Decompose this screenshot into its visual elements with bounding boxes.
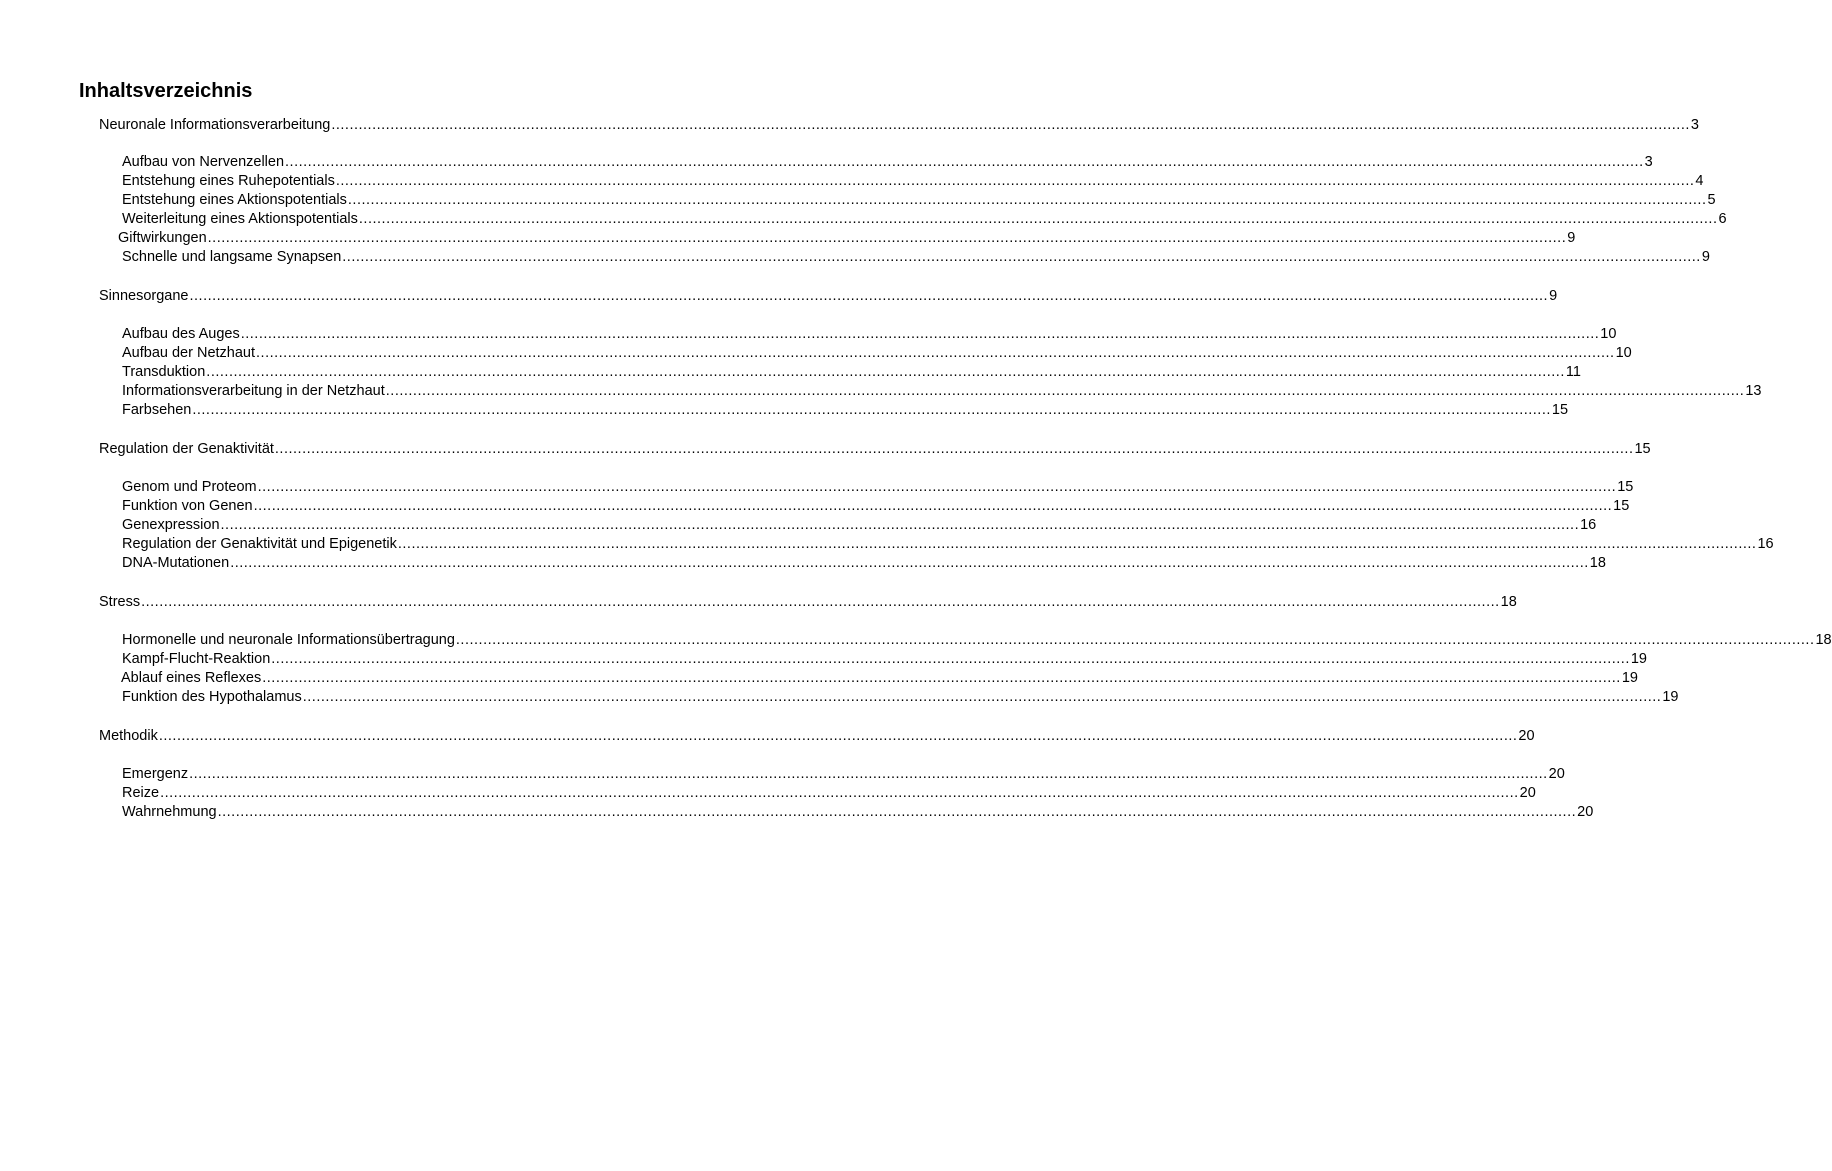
toc-leader: ............................................................................................................................................................................................................................................................................................................	[192, 402, 1551, 418]
toc-item-label: Reize	[122, 785, 160, 801]
toc-page-number: 18	[1815, 632, 1832, 648]
page-title: Inhaltsverzeichnis	[79, 80, 253, 102]
toc-leader: ............................................................................................................................................................................................................................................................................................................	[262, 670, 1621, 686]
toc-item-label: Aufbau des Auges	[122, 326, 240, 342]
toc-section[interactable]	[99, 727, 1535, 746]
toc-section-label: Sinnesorgane	[99, 288, 189, 304]
toc-leader: ............................................................................................................................................................................................................................................................................................................	[257, 479, 1617, 495]
toc-leader: ............................................................................................................................................................................................................................................................................................................	[385, 383, 1745, 399]
toc-page-number: 15	[1617, 479, 1634, 495]
toc-item-label: Giftwirkungen	[118, 230, 207, 246]
toc-leader: ............................................................................................................................................................................................................................................................................................................	[285, 154, 1644, 170]
toc-section[interactable]	[99, 440, 1651, 459]
toc-item-label: Funktion des Hypothalamus	[122, 689, 302, 705]
toc-page-number: 9	[1701, 249, 1710, 265]
toc-leader: ............................................................................................................................................................................................................................................................................................................	[271, 651, 1630, 667]
toc-item-label: Aufbau der Netzhaut	[122, 345, 256, 361]
toc-item-label: Genom und Proteom	[122, 479, 257, 495]
toc-leader: ............................................................................................................................................................................................................................................................................................................	[141, 594, 1500, 610]
toc-item[interactable]	[122, 344, 1632, 363]
toc-section[interactable]	[99, 116, 1699, 135]
toc-item-label: Funktion von Genen	[122, 498, 253, 514]
toc-page-number: 4	[1695, 173, 1704, 189]
toc-page-number: 9	[1567, 230, 1576, 246]
toc-page-number: 20	[1519, 785, 1536, 801]
toc-leader: ............................................................................................................................................................................................................................................................................................................	[189, 288, 1549, 304]
toc-item-label: Kampf-Flucht-Reaktion	[122, 651, 271, 667]
toc-leader: ............................................................................................................................................................................................................................................................................................................	[455, 632, 1815, 648]
toc-item[interactable]	[122, 497, 1630, 516]
toc-page-number: 16	[1757, 536, 1774, 552]
toc-item-label: Genexpression	[122, 517, 220, 533]
toc-section[interactable]	[99, 287, 1558, 306]
toc-item[interactable]	[122, 650, 1647, 669]
toc-leader: ............................................................................................................................................................................................................................................................................................................	[240, 326, 1600, 342]
toc-item-label: DNA-Mutationen	[122, 555, 230, 571]
toc-page-number: 3	[1690, 117, 1699, 133]
toc-item-label: Weiterleitung eines Aktionspotentials	[122, 211, 358, 227]
toc-leader: ............................................................................................................................................................................................................................................................................................................	[358, 211, 1718, 227]
toc-section-label: Regulation der Genaktivität	[99, 441, 274, 457]
toc-item[interactable]	[122, 765, 1565, 784]
toc-leader: ............................................................................................................................................................................................................................................................................................................	[302, 689, 1662, 705]
toc-page-number: 15	[1634, 441, 1651, 457]
toc-page-number: 20	[1548, 766, 1565, 782]
toc-section-label: Methodik	[99, 728, 158, 744]
toc-section-label: Stress	[99, 594, 141, 610]
toc-page-number: 9	[1549, 288, 1558, 304]
toc-leader: ............................................................................................................................................................................................................................................................................................................	[335, 173, 1695, 189]
toc-item[interactable]	[122, 554, 1606, 573]
toc-item-label: Informationsverarbeitung in der Netzhaut	[122, 383, 385, 399]
toc-item[interactable]	[122, 401, 1569, 420]
toc-page-number: 18	[1500, 594, 1517, 610]
toc-leader: ............................................................................................................................................................................................................................................................................................................	[331, 117, 1690, 133]
toc-item[interactable]	[122, 191, 1716, 210]
toc-leader: ............................................................................................................................................................................................................................................................................................................	[189, 766, 1548, 782]
toc-page-number: 19	[1662, 689, 1679, 705]
toc-item[interactable]	[122, 172, 1704, 191]
toc-page-number: 13	[1745, 383, 1762, 399]
toc-leader: ............................................................................................................................................................................................................................................................................................................	[206, 364, 1565, 380]
toc-page-number: 5	[1707, 192, 1716, 208]
toc-leader: ............................................................................................................................................................................................................................................................................................................	[397, 536, 1757, 552]
toc-page-number: 11	[1565, 364, 1581, 380]
toc-page-number: 10	[1600, 326, 1617, 342]
toc-leader: ............................................................................................................................................................................................................................................................................................................	[347, 192, 1707, 208]
toc-page-number: 19	[1621, 670, 1638, 686]
toc-leader: ............................................................................................................................................................................................................................................................................................................	[217, 804, 1577, 820]
toc-item[interactable]	[122, 688, 1679, 707]
toc-item-label: Emergenz	[122, 766, 189, 782]
toc-item[interactable]	[122, 382, 1762, 401]
toc-item[interactable]	[122, 516, 1597, 535]
toc-item-label: Regulation der Genaktivität und Epigenetik	[122, 536, 397, 552]
toc-item-label: Hormonelle und neuronale Informationsübertragung	[122, 632, 455, 648]
toc-item-label: Farbsehen	[122, 402, 192, 418]
toc-item-label: Wahrnehmung	[122, 804, 217, 820]
toc-item-label: Ablauf eines Reflexes	[121, 670, 262, 686]
toc-item[interactable]	[122, 153, 1653, 172]
toc-item[interactable]	[122, 325, 1617, 344]
toc-page-number: 19	[1630, 651, 1647, 667]
toc-item[interactable]	[121, 669, 1638, 688]
toc-item-label: Aufbau von Nervenzellen	[122, 154, 285, 170]
toc-page-number: 20	[1577, 804, 1594, 820]
toc-leader: ............................................................................................................................................................................................................................................................................................................	[220, 517, 1580, 533]
toc-leader: ............................................................................................................................................................................................................................................................................................................	[160, 785, 1519, 801]
toc-item[interactable]	[122, 363, 1581, 382]
toc-leader: ............................................................................................................................................................................................................................................................................................................	[207, 230, 1567, 246]
toc-item[interactable]	[122, 803, 1594, 822]
toc-section-label: Neuronale Informationsverarbeitung	[99, 117, 331, 133]
toc-page-number: 3	[1644, 154, 1653, 170]
toc-item[interactable]	[118, 229, 1576, 248]
toc-leader: ............................................................................................................................................................................................................................................................................................................	[253, 498, 1613, 514]
toc-item-label: Entstehung eines Ruhepotentials	[122, 173, 335, 189]
toc-page-number: 15	[1551, 402, 1569, 418]
toc-leader: ............................................................................................................................................................................................................................................................................................................	[256, 345, 1615, 361]
toc-item-label: Entstehung eines Aktionspotentials	[122, 192, 347, 208]
toc-item[interactable]	[122, 631, 1832, 650]
toc-section[interactable]	[99, 593, 1517, 612]
toc-item-label: Schnelle und langsame Synapsen	[122, 249, 342, 265]
toc-page-number: 15	[1613, 498, 1630, 514]
toc-leader: ............................................................................................................................................................................................................................................................................................................	[158, 728, 1518, 744]
toc-leader: ............................................................................................................................................................................................................................................................................................................	[230, 555, 1589, 571]
toc-page-number: 6	[1718, 211, 1727, 227]
toc-page-number: 10	[1615, 345, 1632, 361]
toc-leader: ............................................................................................................................................................................................................................................................................................................	[274, 441, 1634, 457]
toc-item-label: Transduktion	[122, 364, 206, 380]
toc-item[interactable]	[122, 535, 1774, 554]
toc-page-number: 16	[1580, 517, 1597, 533]
toc-item[interactable]	[122, 478, 1634, 497]
toc-page-number: 20	[1518, 728, 1535, 744]
toc-item[interactable]	[122, 784, 1536, 803]
toc-leader: ............................................................................................................................................................................................................................................................................................................	[342, 249, 1701, 265]
toc-page-number: 18	[1589, 555, 1606, 571]
toc-item[interactable]	[122, 210, 1727, 229]
toc-item[interactable]	[122, 248, 1710, 267]
